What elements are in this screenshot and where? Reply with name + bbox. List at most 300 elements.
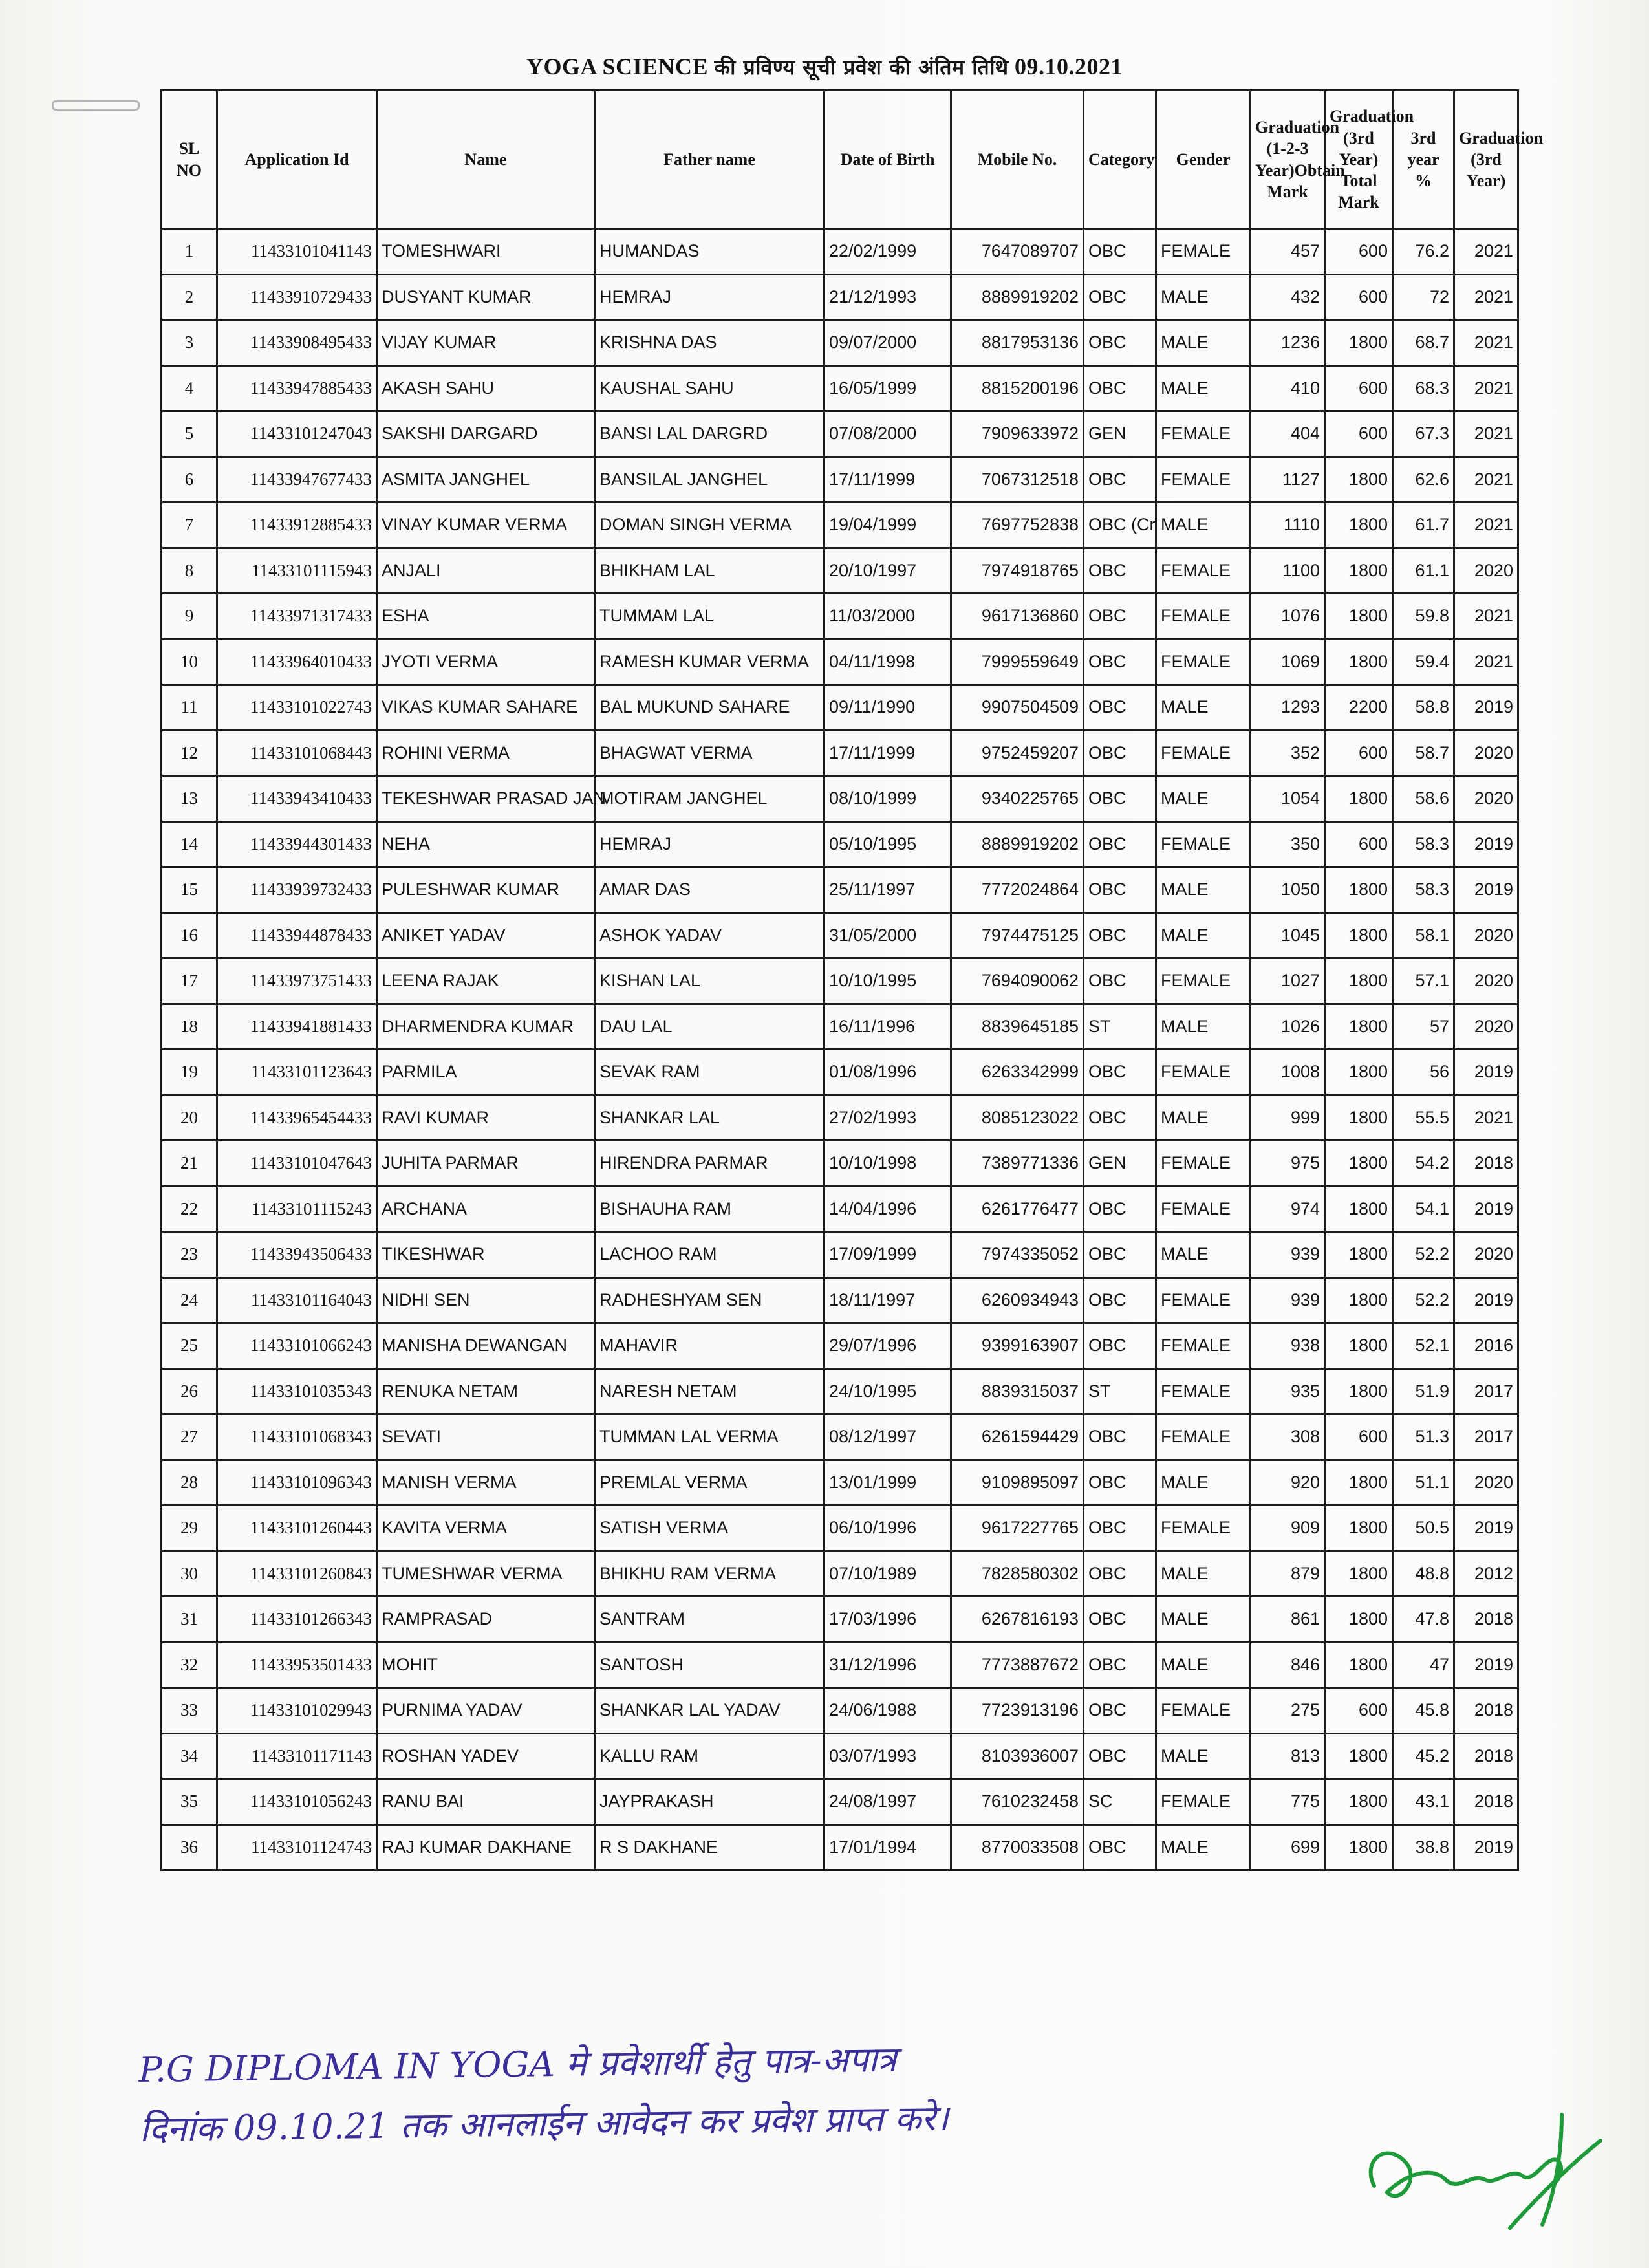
staple-mark (52, 100, 140, 111)
row-total-mark: 1800 (1325, 1095, 1393, 1141)
row-category: OBC (1084, 730, 1156, 776)
row-application-id: 11433943410433 (217, 776, 377, 822)
row-mobile: 7974475125 (951, 913, 1084, 958)
row-date-of-birth: 18/11/1997 (824, 1277, 951, 1323)
row-total-mark: 1800 (1325, 1642, 1393, 1688)
row-sl: 21 (162, 1141, 217, 1187)
row-sl: 8 (162, 548, 217, 594)
row-mobile: 6267816193 (951, 1597, 1084, 1643)
row-name: ANJALI (377, 548, 595, 594)
table-row (162, 685, 1518, 731)
row-percent: 58.7 (1393, 730, 1454, 776)
row-category: OBC (1084, 1095, 1156, 1141)
row-total-mark: 1800 (1325, 1277, 1393, 1323)
row-year: 2021 (1454, 594, 1518, 640)
row-percent: 54.2 (1393, 1141, 1454, 1187)
row-mobile: 7067312518 (951, 457, 1084, 502)
row-percent: 56 (1393, 1050, 1454, 1096)
row-total-mark: 1800 (1325, 1460, 1393, 1506)
row-father-name: SHANKAR LAL YADAV (595, 1688, 824, 1734)
row-category: OBC (Cr (1084, 502, 1156, 548)
row-application-id: 11433101123643 (217, 1050, 377, 1096)
row-year: 2020 (1454, 776, 1518, 822)
row-total-mark: 600 (1325, 730, 1393, 776)
row-year: 2019 (1454, 1642, 1518, 1688)
row-obtained-mark: 1027 (1251, 958, 1325, 1004)
row-father-name: SANTRAM (595, 1597, 824, 1643)
row-date-of-birth: 25/11/1997 (824, 867, 951, 913)
row-application-id: 11433101047643 (217, 1141, 377, 1187)
row-gender: MALE (1156, 1460, 1251, 1506)
row-category: OBC (1084, 1323, 1156, 1369)
row-date-of-birth: 06/10/1996 (824, 1506, 951, 1551)
header-name: Name (377, 91, 595, 229)
row-application-id: 11433101260843 (217, 1551, 377, 1597)
row-category: OBC (1084, 1642, 1156, 1688)
row-category: OBC (1084, 913, 1156, 958)
row-percent: 48.8 (1393, 1551, 1454, 1597)
row-application-id: 11433101068343 (217, 1414, 377, 1460)
row-sl: 2 (162, 274, 217, 320)
row-total-mark: 1800 (1325, 1597, 1393, 1643)
row-father-name: KISHAN LAL (595, 958, 824, 1004)
row-obtained-mark: 1026 (1251, 1004, 1325, 1050)
row-application-id: 11433971317433 (217, 594, 377, 640)
row-percent: 58.6 (1393, 776, 1454, 822)
row-percent: 59.4 (1393, 639, 1454, 685)
row-obtained-mark: 699 (1251, 1824, 1325, 1870)
table-row (162, 867, 1518, 913)
signature-mark (1348, 2102, 1607, 2238)
row-year: 2016 (1454, 1323, 1518, 1369)
row-total-mark: 1800 (1325, 1232, 1393, 1278)
row-name: MANISH VERMA (377, 1460, 595, 1506)
row-category: OBC (1084, 457, 1156, 502)
row-percent: 51.9 (1393, 1368, 1454, 1414)
row-year: 2018 (1454, 1141, 1518, 1187)
row-application-id: 11433953501433 (217, 1642, 377, 1688)
row-sl: 34 (162, 1733, 217, 1779)
table-row (162, 1824, 1518, 1870)
row-category: SC (1084, 1779, 1156, 1825)
row-gender: MALE (1156, 365, 1251, 411)
row-mobile: 8817953136 (951, 320, 1084, 366)
row-obtained-mark: 999 (1251, 1095, 1325, 1141)
header-obtained-mark: Graduation (1-2-3 Year)Obtain Mark (1251, 91, 1325, 229)
row-name: PURNIMA YADAV (377, 1688, 595, 1734)
row-obtained-mark: 879 (1251, 1551, 1325, 1597)
row-father-name: KAUSHAL SAHU (595, 365, 824, 411)
row-father-name: HIRENDRA PARMAR (595, 1141, 824, 1187)
row-category: OBC (1084, 639, 1156, 685)
row-application-id: 11433912885433 (217, 502, 377, 548)
row-father-name: BANSILAL JANGHEL (595, 457, 824, 502)
row-year: 2018 (1454, 1597, 1518, 1643)
row-gender: FEMALE (1156, 594, 1251, 640)
table-row (162, 365, 1518, 411)
table-row (162, 1004, 1518, 1050)
row-mobile: 7389771336 (951, 1141, 1084, 1187)
table-row (162, 1688, 1518, 1734)
header-percent: 3rd year % (1393, 91, 1454, 229)
row-percent: 52.2 (1393, 1232, 1454, 1278)
row-category: OBC (1084, 1688, 1156, 1734)
row-category: OBC (1084, 1824, 1156, 1870)
row-category: OBC (1084, 1232, 1156, 1278)
row-date-of-birth: 07/10/1989 (824, 1551, 951, 1597)
row-application-id: 11433947677433 (217, 457, 377, 502)
row-father-name: KRISHNA DAS (595, 320, 824, 366)
row-sl: 25 (162, 1323, 217, 1369)
row-total-mark: 600 (1325, 1688, 1393, 1734)
row-name: MANISHA DEWANGAN (377, 1323, 595, 1369)
table-row (162, 1050, 1518, 1096)
row-date-of-birth: 03/07/1993 (824, 1733, 951, 1779)
row-category: OBC (1084, 1460, 1156, 1506)
row-mobile: 8815200196 (951, 365, 1084, 411)
row-father-name: SEVAK RAM (595, 1050, 824, 1096)
header-date-of-birth: Date of Birth (824, 91, 951, 229)
row-name: RAJ KUMAR DAKHANE (377, 1824, 595, 1870)
row-date-of-birth: 24/08/1997 (824, 1779, 951, 1825)
table-row (162, 548, 1518, 594)
row-application-id: 11433908495433 (217, 320, 377, 366)
row-sl: 9 (162, 594, 217, 640)
row-sl: 11 (162, 685, 217, 731)
row-name: SEVATI (377, 1414, 595, 1460)
row-father-name: BHIKHU RAM VERMA (595, 1551, 824, 1597)
row-percent: 45.8 (1393, 1688, 1454, 1734)
row-total-mark: 1800 (1325, 1141, 1393, 1187)
row-obtained-mark: 1069 (1251, 639, 1325, 685)
row-mobile: 9617227765 (951, 1506, 1084, 1551)
row-year: 2021 (1454, 274, 1518, 320)
row-application-id: 11433910729433 (217, 274, 377, 320)
row-mobile: 8889919202 (951, 274, 1084, 320)
row-father-name: NARESH NETAM (595, 1368, 824, 1414)
row-total-mark: 2200 (1325, 685, 1393, 731)
row-name: NEHA (377, 821, 595, 867)
row-application-id: 11433101124743 (217, 1824, 377, 1870)
row-total-mark: 1800 (1325, 1506, 1393, 1551)
row-gender: MALE (1156, 1232, 1251, 1278)
row-application-id: 11433973751433 (217, 958, 377, 1004)
row-date-of-birth: 16/11/1996 (824, 1004, 951, 1050)
row-gender: FEMALE (1156, 411, 1251, 457)
row-name: PARMILA (377, 1050, 595, 1096)
row-total-mark: 1800 (1325, 548, 1393, 594)
row-date-of-birth: 08/12/1997 (824, 1414, 951, 1460)
row-category: GEN (1084, 1141, 1156, 1187)
row-date-of-birth: 19/04/1999 (824, 502, 951, 548)
page-title (0, 53, 1649, 81)
table-row (162, 229, 1518, 275)
row-gender: MALE (1156, 274, 1251, 320)
row-category: OBC (1084, 229, 1156, 275)
row-gender: FEMALE (1156, 1779, 1251, 1825)
row-percent: 47 (1393, 1642, 1454, 1688)
row-year: 2020 (1454, 958, 1518, 1004)
row-mobile: 7828580302 (951, 1551, 1084, 1597)
row-date-of-birth: 20/10/1997 (824, 548, 951, 594)
row-father-name: SATISH VERMA (595, 1506, 824, 1551)
row-sl: 3 (162, 320, 217, 366)
table-body (162, 229, 1518, 1870)
row-obtained-mark: 846 (1251, 1642, 1325, 1688)
row-percent: 57 (1393, 1004, 1454, 1050)
row-total-mark: 600 (1325, 411, 1393, 457)
row-father-name: ASHOK YADAV (595, 913, 824, 958)
row-application-id: 11433101115943 (217, 548, 377, 594)
row-total-mark: 1800 (1325, 457, 1393, 502)
row-percent: 58.3 (1393, 867, 1454, 913)
row-mobile: 7697752838 (951, 502, 1084, 548)
header-category: Category (1084, 91, 1156, 229)
row-application-id: 11433943506433 (217, 1232, 377, 1278)
table-row (162, 457, 1518, 502)
row-category: ST (1084, 1004, 1156, 1050)
row-sl: 23 (162, 1232, 217, 1278)
row-name: TIKESHWAR (377, 1232, 595, 1278)
row-sl: 14 (162, 821, 217, 867)
row-father-name: TUMMAN LAL VERMA (595, 1414, 824, 1460)
row-year: 2019 (1454, 867, 1518, 913)
row-mobile: 8085123022 (951, 1095, 1084, 1141)
row-date-of-birth: 10/10/1995 (824, 958, 951, 1004)
table-row (162, 913, 1518, 958)
row-sl: 35 (162, 1779, 217, 1825)
row-application-id: 11433941881433 (217, 1004, 377, 1050)
row-mobile: 8770033508 (951, 1824, 1084, 1870)
row-application-id: 11433101041143 (217, 229, 377, 275)
row-mobile: 7909633972 (951, 411, 1084, 457)
row-sl: 27 (162, 1414, 217, 1460)
row-date-of-birth: 24/06/1988 (824, 1688, 951, 1734)
row-mobile: 9617136860 (951, 594, 1084, 640)
table-row (162, 274, 1518, 320)
row-application-id: 11433101171143 (217, 1733, 377, 1779)
row-name: VIJAY KUMAR (377, 320, 595, 366)
row-father-name: KALLU RAM (595, 1733, 824, 1779)
row-obtained-mark: 920 (1251, 1460, 1325, 1506)
row-obtained-mark: 308 (1251, 1414, 1325, 1460)
row-application-id: 11433964010433 (217, 639, 377, 685)
row-sl: 22 (162, 1186, 217, 1232)
row-name: ROHINI VERMA (377, 730, 595, 776)
row-obtained-mark: 1054 (1251, 776, 1325, 822)
merit-list-table (160, 89, 1544, 1871)
row-father-name: MAHAVIR (595, 1323, 824, 1369)
row-year: 2020 (1454, 1460, 1518, 1506)
row-father-name: RAMESH KUMAR VERMA (595, 639, 824, 685)
row-mobile: 6260934943 (951, 1277, 1084, 1323)
row-application-id: 11433101068443 (217, 730, 377, 776)
row-application-id: 11433101115243 (217, 1186, 377, 1232)
row-gender: FEMALE (1156, 1414, 1251, 1460)
row-father-name: DAU LAL (595, 1004, 824, 1050)
row-application-id: 11433965454433 (217, 1095, 377, 1141)
row-gender: MALE (1156, 502, 1251, 548)
row-year: 2021 (1454, 411, 1518, 457)
row-obtained-mark: 975 (1251, 1141, 1325, 1187)
row-mobile: 8889919202 (951, 821, 1084, 867)
row-obtained-mark: 404 (1251, 411, 1325, 457)
row-mobile: 7974335052 (951, 1232, 1084, 1278)
row-percent: 76.2 (1393, 229, 1454, 275)
table-row (162, 1597, 1518, 1643)
row-application-id: 11433101056243 (217, 1779, 377, 1825)
row-category: OBC (1084, 776, 1156, 822)
row-total-mark: 1800 (1325, 1824, 1393, 1870)
table-row (162, 320, 1518, 366)
row-mobile: 7610232458 (951, 1779, 1084, 1825)
row-percent: 52.2 (1393, 1277, 1454, 1323)
row-date-of-birth: 08/10/1999 (824, 776, 951, 822)
row-year: 2021 (1454, 365, 1518, 411)
table-row (162, 1368, 1518, 1414)
row-percent: 68.3 (1393, 365, 1454, 411)
row-father-name: TUMMAM LAL (595, 594, 824, 640)
table-row (162, 1323, 1518, 1369)
row-sl: 36 (162, 1824, 217, 1870)
row-percent: 47.8 (1393, 1597, 1454, 1643)
table-row (162, 1551, 1518, 1597)
row-name: ASMITA JANGHEL (377, 457, 595, 502)
row-sl: 32 (162, 1642, 217, 1688)
row-name: ROSHAN YADEV (377, 1733, 595, 1779)
row-year: 2019 (1454, 1824, 1518, 1870)
row-category: OBC (1084, 867, 1156, 913)
row-year: 2018 (1454, 1688, 1518, 1734)
row-father-name: BHAGWAT VERMA (595, 730, 824, 776)
row-name: TUMESHWAR VERMA (377, 1551, 595, 1597)
row-percent: 45.2 (1393, 1733, 1454, 1779)
header-sl: SL NO (162, 91, 217, 229)
row-year: 2012 (1454, 1551, 1518, 1597)
row-gender: MALE (1156, 1642, 1251, 1688)
row-date-of-birth: 24/10/1995 (824, 1368, 951, 1414)
row-percent: 72 (1393, 274, 1454, 320)
row-gender: MALE (1156, 1551, 1251, 1597)
row-gender: FEMALE (1156, 639, 1251, 685)
row-application-id: 11433939732433 (217, 867, 377, 913)
row-obtained-mark: 457 (1251, 229, 1325, 275)
row-year: 2018 (1454, 1779, 1518, 1825)
row-obtained-mark: 1293 (1251, 685, 1325, 731)
row-sl: 6 (162, 457, 217, 502)
row-sl: 33 (162, 1688, 217, 1734)
row-mobile: 7694090062 (951, 958, 1084, 1004)
row-sl: 1 (162, 229, 217, 275)
row-category: OBC (1084, 548, 1156, 594)
table-row (162, 958, 1518, 1004)
table-row (162, 1642, 1518, 1688)
row-sl: 18 (162, 1004, 217, 1050)
row-mobile: 6261594429 (951, 1414, 1084, 1460)
row-sl: 10 (162, 639, 217, 685)
row-gender: FEMALE (1156, 1368, 1251, 1414)
row-gender: FEMALE (1156, 958, 1251, 1004)
row-sl: 16 (162, 913, 217, 958)
row-category: OBC (1084, 1414, 1156, 1460)
row-obtained-mark: 813 (1251, 1733, 1325, 1779)
row-date-of-birth: 14/04/1996 (824, 1186, 951, 1232)
row-year: 2020 (1454, 913, 1518, 958)
row-year: 2019 (1454, 1277, 1518, 1323)
header-year: Graduation (3rd Year) (1454, 91, 1518, 229)
row-sl: 26 (162, 1368, 217, 1414)
row-percent: 61.1 (1393, 548, 1454, 594)
row-application-id: 11433101066243 (217, 1323, 377, 1369)
row-total-mark: 1800 (1325, 867, 1393, 913)
row-obtained-mark: 974 (1251, 1186, 1325, 1232)
row-name: MOHIT (377, 1642, 595, 1688)
table-row (162, 1186, 1518, 1232)
row-total-mark: 1800 (1325, 639, 1393, 685)
row-year: 2017 (1454, 1414, 1518, 1460)
row-name: NIDHI SEN (377, 1277, 595, 1323)
row-sl: 13 (162, 776, 217, 822)
row-gender: FEMALE (1156, 1277, 1251, 1323)
row-father-name: AMAR DAS (595, 867, 824, 913)
row-category: OBC (1084, 1050, 1156, 1096)
row-total-mark: 1800 (1325, 1779, 1393, 1825)
row-year: 2020 (1454, 730, 1518, 776)
row-percent: 67.3 (1393, 411, 1454, 457)
row-application-id: 11433101266343 (217, 1597, 377, 1643)
table-row (162, 502, 1518, 548)
table-row (162, 1277, 1518, 1323)
row-father-name: BISHAUHA RAM (595, 1186, 824, 1232)
row-date-of-birth: 21/12/1993 (824, 274, 951, 320)
row-obtained-mark: 1236 (1251, 320, 1325, 366)
row-year: 2021 (1454, 457, 1518, 502)
row-year: 2019 (1454, 1506, 1518, 1551)
row-mobile: 9752459207 (951, 730, 1084, 776)
row-name: VIKAS KUMAR SAHARE (377, 685, 595, 731)
row-category: OBC (1084, 821, 1156, 867)
header-father-name: Father name (595, 91, 824, 229)
row-father-name: HEMRAJ (595, 821, 824, 867)
row-date-of-birth: 17/03/1996 (824, 1597, 951, 1643)
row-name: JYOTI VERMA (377, 639, 595, 685)
row-percent: 51.1 (1393, 1460, 1454, 1506)
row-sl: 17 (162, 958, 217, 1004)
row-category: OBC (1084, 320, 1156, 366)
table-row (162, 1460, 1518, 1506)
row-sl: 7 (162, 502, 217, 548)
row-gender: FEMALE (1156, 1688, 1251, 1734)
row-total-mark: 600 (1325, 1414, 1393, 1460)
row-category: OBC (1084, 685, 1156, 731)
row-name: KAVITA VERMA (377, 1506, 595, 1551)
row-total-mark: 1800 (1325, 1368, 1393, 1414)
row-sl: 4 (162, 365, 217, 411)
row-category: OBC (1084, 594, 1156, 640)
table-row (162, 1506, 1518, 1551)
row-date-of-birth: 17/09/1999 (824, 1232, 951, 1278)
row-application-id: 11433947885433 (217, 365, 377, 411)
row-date-of-birth: 07/08/2000 (824, 411, 951, 457)
row-total-mark: 1800 (1325, 1050, 1393, 1096)
row-sl: 28 (162, 1460, 217, 1506)
row-gender: MALE (1156, 867, 1251, 913)
row-name: RANU BAI (377, 1779, 595, 1825)
row-mobile: 7772024864 (951, 867, 1084, 913)
row-name: DUSYANT KUMAR (377, 274, 595, 320)
row-father-name: SANTOSH (595, 1642, 824, 1688)
row-gender: FEMALE (1156, 730, 1251, 776)
